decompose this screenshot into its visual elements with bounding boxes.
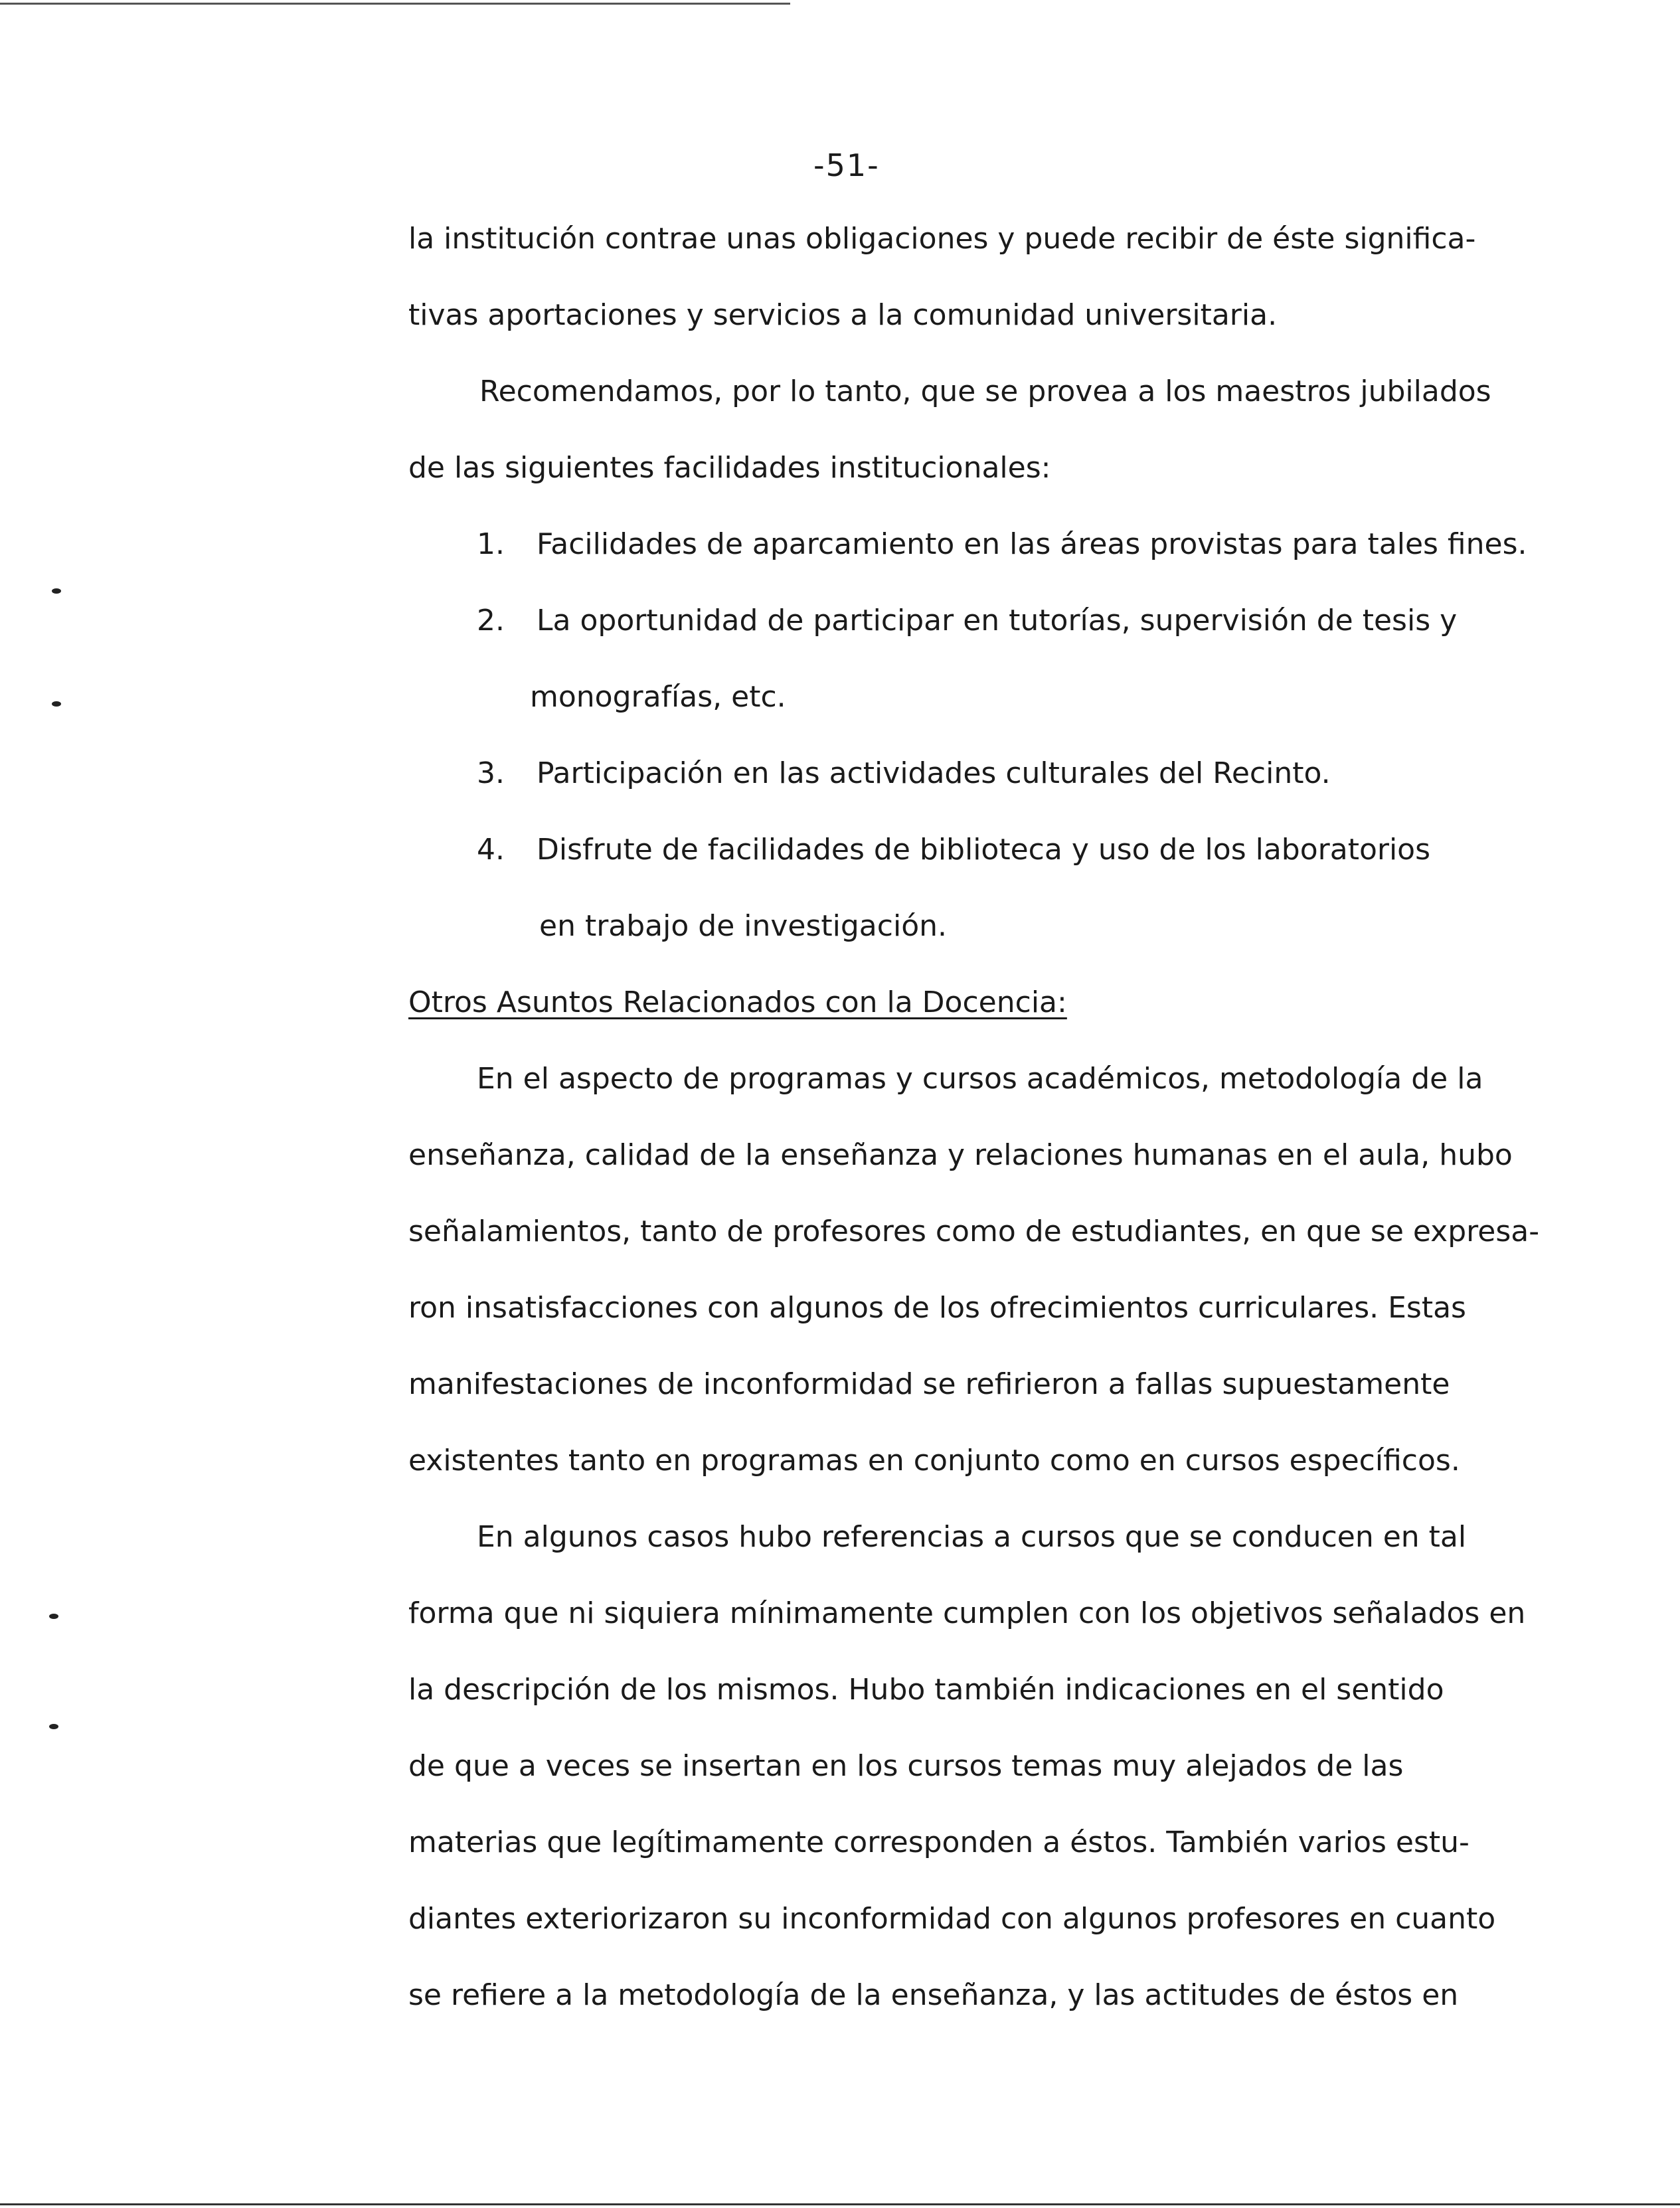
margin-hole-mark [49, 1724, 58, 1729]
paragraph-line: tivas aportaciones y servicios a la comunidad universitaria. [408, 298, 1278, 332]
paragraph-line: señalamientos, tanto de profesores como de estudiantes, en que se expresa- [408, 1215, 1540, 1248]
paragraph-line: Recomendamos, por lo tanto, que se provea a los maestros jubilados [479, 375, 1491, 408]
list-item-number: 2. [477, 604, 505, 637]
list-item [477, 525, 1527, 564]
list-item [477, 830, 1430, 870]
list-item-number: 1. [477, 527, 505, 561]
margin-hole-mark [52, 588, 61, 594]
list-item-text: Disfrute de facilidades de biblioteca y uso de los laboratorios [537, 833, 1431, 867]
list-item-number: 3. [477, 756, 505, 790]
list-item-text: Facilidades de aparcamiento en las áreas provistas para tales fines. [537, 527, 1527, 561]
list-item-continuation: en trabajo de investigación. [539, 909, 947, 943]
section-heading: Otros Asuntos Relacionados con la Docencia: [408, 985, 1067, 1019]
paragraph-line: la descripción de los mismos. Hubo también indicaciones en el sentido [408, 1673, 1444, 1707]
paragraph-line: forma que ni siquiera mínimamente cumplen con los objetivos señalados en [408, 1596, 1526, 1630]
page-number: -51- [813, 147, 880, 183]
paragraph-line: En algunos casos hubo referencias a cursos que se conducen en tal [477, 1520, 1467, 1554]
paragraph-line: se refiere a la metodología de la enseñanza, y las actitudes de éstos en [408, 1978, 1459, 2012]
paragraph-line: manifestaciones de inconformidad se refirieron a fallas supuestamente [408, 1367, 1450, 1401]
list-item-continuation: monografías, etc. [530, 680, 786, 714]
paragraph-line: la institución contrae unas obligaciones y puede recibir de éste significa- [408, 222, 1476, 256]
paragraph-line: materias que legítimamente corresponden a éstos. También varios estu- [408, 1826, 1470, 1859]
paragraph-line: ron insatisfacciones con algunos de los ofrecimientos curriculares. Estas [408, 1291, 1466, 1325]
margin-hole-mark [52, 701, 61, 707]
paragraph-line: de que a veces se insertan en los cursos temas muy alejados de las [408, 1749, 1404, 1783]
list-item-text: Participación en las actividades culturales del Recinto. [537, 756, 1331, 790]
paragraph-line: diantes exteriorizaron su inconformidad con algunos profesores en cuanto [408, 1902, 1496, 1936]
list-item-text: La oportunidad de participar en tutorías, supervisión de tesis y [537, 604, 1458, 637]
list-item [477, 601, 1457, 641]
paragraph-line: enseñanza, calidad de la enseñanza y relaciones humanas en el aula, hubo [408, 1138, 1513, 1172]
margin-hole-mark [49, 1614, 58, 1619]
list-item-number: 4. [477, 833, 505, 867]
scan-edge-top [0, 3, 790, 5]
paragraph-line: En el aspecto de programas y cursos académicos, metodología de la [477, 1062, 1483, 1096]
list-item [477, 754, 1331, 794]
paragraph-line: de las siguientes facilidades institucionales: [408, 451, 1051, 485]
scan-edge-bottom [0, 2203, 1680, 2205]
paragraph-line: existentes tanto en programas en conjunto como en cursos específicos. [408, 1444, 1460, 1478]
